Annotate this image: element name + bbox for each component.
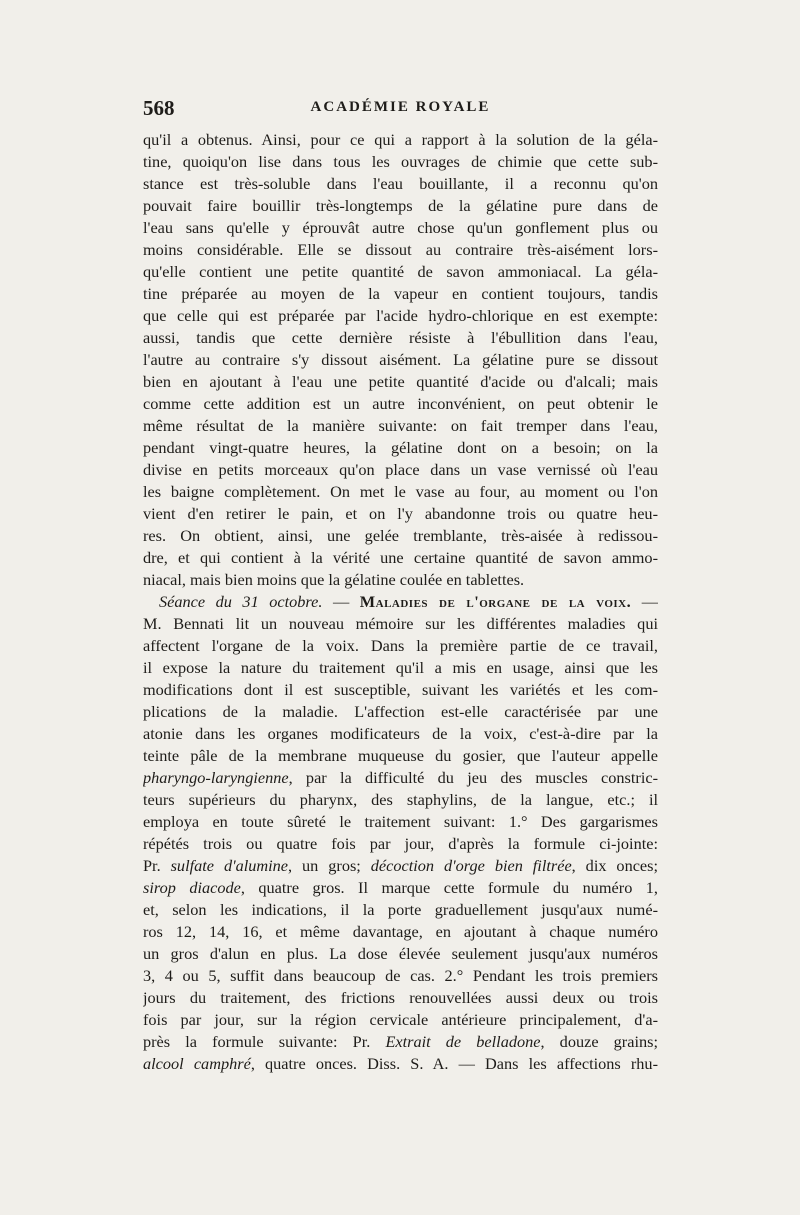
text-span: , dix onces;: [571, 856, 658, 875]
seance-date: Séance du 31 octobre.: [159, 592, 323, 611]
text-line: que celle qui est préparée par l'acide hydro-chlorique en est exempte:: [143, 306, 658, 325]
text-span: près la formule suivante: Pr.: [143, 1032, 386, 1051]
text-line: affectent l'organe de la voix. Dans la première partie de ce travail,: [143, 636, 658, 655]
seance-heading: [143, 591, 658, 613]
text-line: [143, 1031, 658, 1053]
text-line: moins considérable. Elle se dissout au contraire très-aisément lors-: [143, 240, 658, 259]
text-line: bien en ajoutant à l'eau une petite quantité d'acide ou d'alcali; mais: [143, 372, 658, 391]
body-text: [143, 129, 658, 1075]
text-line: dre, et qui contient à la vérité une certaine quantité de savon ammo-: [143, 548, 658, 567]
text-line: divise en petits morceaux qu'on place dans un vase vernissé où l'eau: [143, 460, 658, 479]
text-line: modifications dont il est susceptible, suivant les variétés et les com-: [143, 680, 658, 699]
italic-term: décoction d'orge bien filtrée: [370, 856, 572, 875]
text-line: pouvait faire bouillir très-longtemps de la gélatine pure dans de: [143, 196, 658, 215]
text-line: qu'elle contient une petite quantité de savon ammoniacal. La géla-: [143, 262, 658, 281]
running-head: ACADÉMIE ROYALE: [310, 99, 491, 115]
text-line: l'autre au contraire s'y dissout aisément. La gélatine pure se dissout: [143, 350, 658, 369]
text-line: tine, quoiqu'on lise dans tous les ouvrages de chimie que cette sub-: [143, 152, 658, 171]
text-line: et, selon les indications, il la porte graduellement jusqu'aux numé-: [143, 900, 658, 919]
text-line: ros 12, 14, 16, et même davantage, en ajoutant à chaque numéro: [143, 922, 658, 941]
text-line: un gros d'alun en plus. La dose élevée seulement jusqu'aux numéros: [143, 944, 658, 963]
text-line: l'eau sans qu'elle y éprouvât autre chose qu'un gonflement plus ou: [143, 218, 658, 237]
text-line: pendant vingt-quatre heures, la gélatine dont on a besoin; on la: [143, 438, 658, 457]
text-line: [143, 767, 658, 789]
text-span: , quatre gros. Il marque cette formule du numéro 1,: [240, 878, 658, 897]
text-line: teinte pâle de la membrane muqueuse du gosier, que l'auteur appelle: [143, 746, 658, 765]
text-line: res. On obtient, ainsi, une gelée tremblante, très-aisée à redissou-: [143, 526, 658, 545]
italic-term: pharyngo-laryngienne: [143, 768, 289, 787]
page-header: [143, 96, 658, 122]
text-line: comme cette addition est un autre inconvénient, on peut obtenir le: [143, 394, 658, 413]
text-line: plications de la maladie. L'affection est-elle caractérisée par une: [143, 702, 658, 721]
text-line: M. Bennati lit un nouveau mémoire sur les différentes maladies qui: [143, 614, 658, 633]
text-line: employa en toute sûreté le traitement suivant: 1.° Des gargarismes: [143, 812, 658, 831]
text-line: [143, 855, 658, 877]
text-line: teurs supérieurs du pharynx, des staphylins, de la langue, etc.; il: [143, 790, 658, 809]
text-line: stance est très-soluble dans l'eau bouillante, il a reconnu qu'on: [143, 174, 658, 193]
text-line: qu'il a obtenus. Ainsi, pour ce qui a rapport à la solution de la géla-: [143, 130, 658, 149]
text-line: répétés trois ou quatre fois par jour, d'après la formule ci-jointe:: [143, 834, 658, 853]
em-dash: —: [322, 592, 360, 611]
page-number: 568: [143, 96, 175, 120]
text-line: même résultat de la manière suivante: on fait tremper dans l'eau,: [143, 416, 658, 435]
text-line: il expose la nature du traitement qu'il a mis en usage, ainsi que les: [143, 658, 658, 677]
italic-term: alcool camphré: [143, 1054, 251, 1073]
text-span: , quatre onces. Diss. S. A. — Dans les affections rhu-: [250, 1054, 658, 1073]
seance-title: Maladies de l'organe de la voix.: [359, 592, 632, 611]
text-span: , douze grains;: [540, 1032, 658, 1051]
text-line: aussi, tandis que cette dernière résiste à l'ébullition dans l'eau,: [143, 328, 658, 347]
em-dash: —: [631, 592, 658, 611]
text-line: fois par jour, sur la région cervicale antérieure principalement, d'a-: [143, 1010, 658, 1029]
text-line: [143, 1053, 658, 1075]
text-line: tine préparée au moyen de la vapeur en contient toujours, tandis: [143, 284, 658, 303]
italic-term: Extrait de belladone: [385, 1032, 541, 1051]
text-line: niacal, mais bien moins que la gélatine coulée en tablettes.: [143, 570, 525, 589]
text-span: , un gros;: [288, 856, 371, 875]
italic-term: sulfate d'alumine: [170, 856, 289, 875]
text-span: , par la difficulté du jeu des muscles constric-: [288, 768, 658, 787]
text-line: les baigne complètement. On met le vase au four, au moment ou l'on: [143, 482, 658, 501]
text-line: 3, 4 ou 5, suffit dans beaucoup de cas. 2.° Pendant les trois premiers: [143, 966, 658, 985]
text-line: jours du traitement, des frictions renouvellées aussi deux ou trois: [143, 988, 658, 1007]
text-span: Pr.: [143, 856, 171, 875]
text-line: [143, 877, 658, 899]
text-line: atonie dans les organes modificateurs de la voix, c'est-à-dire par la: [143, 724, 658, 743]
italic-term: sirop diacode: [143, 878, 241, 897]
text-line: vient d'en retirer le pain, et on l'y abandonne trois ou quatre heu-: [143, 504, 658, 523]
